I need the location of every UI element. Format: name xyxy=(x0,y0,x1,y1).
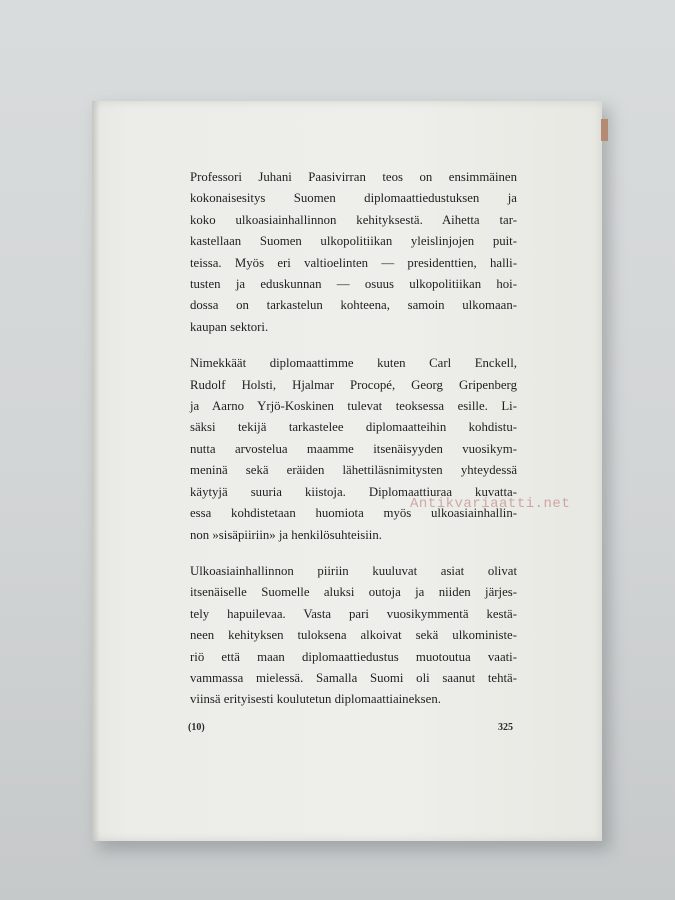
text-line: neen kehityksen tuloksena alkoivat sekä ulkoministe- xyxy=(190,628,517,643)
text-line: meninä sekä eräiden lähettiläsnimitysten yhteydessä xyxy=(190,463,517,478)
text-line: Nimekkäät diplomaattimme kuten Carl Enckell, xyxy=(190,356,517,371)
description-text xyxy=(190,167,517,726)
text-line: kokonaisesitys Suomen diplomaattiedustuksen ja xyxy=(190,191,517,206)
text-line: itsenäiselle Suomelle aluksi outoja ja niiden järjes- xyxy=(190,585,517,600)
text-line: Rudolf Holsti, Hjalmar Procopé, Georg Gripenberg xyxy=(190,377,517,392)
text-line: tusten ja eduskunnan — osuus ulkopolitiikan hoi- xyxy=(190,277,517,292)
text-line: kastellaan Suomen ulkopolitiikan yleislinjojen puit- xyxy=(190,234,517,249)
print-code: 325 xyxy=(498,722,513,733)
text-line: non »sisäpiiriin» ja henkilösuhteisiin. xyxy=(190,527,382,542)
text-line: vammassa mielessä. Samalla Suomi oli saanut tehtä- xyxy=(190,670,517,685)
text-line: koko ulkoasiainhallinnon kehityksestä. Aihetta tar- xyxy=(190,212,517,227)
text-line: teissa. Myös eri valtioelinten — presidenttien, halli- xyxy=(190,255,517,270)
paragraph-3 xyxy=(190,561,517,711)
watermark-text: Antikvariaatti.net xyxy=(410,496,571,512)
text-line: tely hapuilevaa. Vasta pari vuosikymmentä kestä- xyxy=(190,606,517,621)
text-line: käytyjä suuria kiistoja. Diplomaattiuraa kuvatta- xyxy=(190,484,517,499)
printer-mark: (10) xyxy=(188,722,205,733)
text-line: säksi tekijä tarkastelee diplomaatteihin kohdistu- xyxy=(190,420,517,435)
paragraph-2 xyxy=(190,353,517,546)
book-back-cover xyxy=(92,101,602,841)
text-line: nutta arvostelua maamme itsenäisyyden vuosikym- xyxy=(190,441,517,456)
text-line: essa kohdistetaan huomiota myös ulkoasiainhallin- xyxy=(190,506,517,521)
text-line: riö että maan diplomaattiedustus muotoutua vaati- xyxy=(190,649,517,664)
text-line: Ulkoasiainhallinnon piiriin kuuluvat asiat olivat xyxy=(190,563,517,578)
spine-edge xyxy=(601,119,608,141)
text-line: dossa on tarkastelun kohteena, samoin ulkomaan- xyxy=(190,298,517,313)
text-line: ja Aarno Yrjö-Koskinen tulevat teoksessa esille. Li- xyxy=(190,399,517,414)
text-line: viinsä erityisesti koulutetun diplomaattiaineksen. xyxy=(190,692,441,707)
paragraph-1 xyxy=(190,167,517,338)
text-line: Professori Juhani Paasivirran teos on ensimmäinen xyxy=(190,170,517,184)
text-line: kaupan sektori. xyxy=(190,319,269,334)
